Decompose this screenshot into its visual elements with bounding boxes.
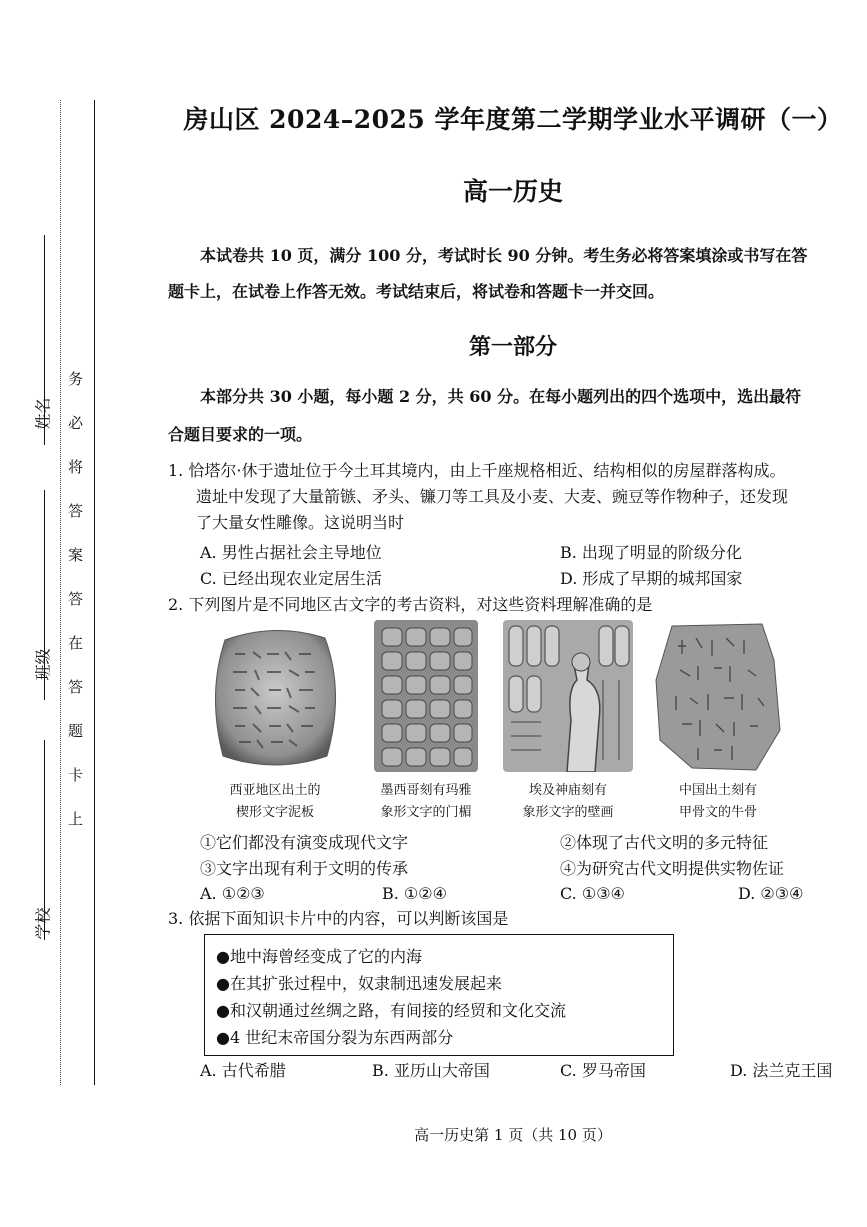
notice-char: 将	[68, 458, 84, 476]
notice-char: 答	[68, 590, 84, 608]
question-2-statement-1: ①它们都没有演变成现代文字	[200, 833, 409, 852]
knowledge-card-item: ●地中海曾经变成了它的内海	[216, 947, 422, 966]
question-2-option-c[interactable]: C. ①③④	[560, 884, 625, 903]
part-description-line2: 合题目要求的一项。	[168, 425, 313, 444]
question-2-option-b[interactable]: B. ①②④	[382, 884, 447, 903]
question-3-option-a[interactable]: A. 古代希腊	[200, 1061, 286, 1080]
question-2-statement-2: ②体现了古代文明的多元特征	[560, 833, 769, 852]
question-3-option-d[interactable]: D. 法兰克王国	[730, 1061, 833, 1080]
school-field-label: 学校	[33, 907, 53, 940]
notice-char: 上	[68, 810, 84, 828]
binding-solid-line	[94, 100, 95, 1085]
notice-char: 务	[68, 370, 84, 388]
question-1-option-a[interactable]: A. 男性占据社会主导地位	[200, 543, 382, 562]
notice-char: 案	[68, 546, 84, 564]
question-1-stem-line2: 遗址中发现了大量箭镞、矛头、镰刀等工具及小麦、大麦、豌豆等作物种子，还发现	[196, 487, 789, 506]
image-2-caption-line1: 墨西哥刻有玛雅	[380, 783, 472, 798]
image-3-caption-line1: 埃及神庙刻有	[528, 783, 607, 798]
maya-lintel-image	[374, 620, 478, 772]
exam-instructions-line2: 题卡上，在试卷上作答无效。考试结束后，将试卷和答题卡一并交回。	[168, 282, 665, 301]
question-1-stem-line1: 1. 恰塔尔·休于遗址位于今土耳其境内，由上千座规格相近、结构相似的房屋群落构成。	[168, 461, 786, 480]
notice-char: 卡	[68, 766, 84, 784]
image-4-caption-line1: 中国出土刻有	[678, 783, 757, 798]
egyptian-relief-image	[503, 620, 633, 772]
knowledge-card-item: ●和汉朝通过丝绸之路，有间接的经贸和文化交流	[216, 1001, 566, 1020]
notice-char: 答	[68, 502, 84, 520]
notice-char: 题	[68, 722, 84, 740]
image-2-caption-line2: 象形文字的门楣	[380, 805, 472, 820]
image-1-caption-line2: 楔形文字泥板	[235, 805, 314, 820]
image-3-caption-line2: 象形文字的壁画	[522, 805, 614, 820]
cuneiform-tablet-image	[205, 622, 345, 772]
page-title: 房山区 2024–2025 学年度第二学期学业水平调研（一）	[183, 105, 843, 134]
question-1-option-c[interactable]: C. 已经出现农业定居生活	[200, 569, 382, 588]
image-4-caption-line2: 甲骨文的牛骨	[678, 805, 757, 820]
question-2-statement-3: ③文字出现有利于文明的传承	[200, 859, 409, 878]
binding-dotted-line	[60, 100, 61, 1085]
knowledge-card-item: ●在其扩张过程中，奴隶制迅速发展起来	[216, 974, 502, 993]
question-3-option-c[interactable]: C. 罗马帝国	[560, 1061, 646, 1080]
question-1-stem-line3: 了大量女性雕像。这说明当时	[196, 513, 405, 532]
question-1-option-d[interactable]: D. 形成了早期的城邦国家	[560, 569, 743, 588]
name-field-label: 姓名	[33, 397, 53, 430]
answer-sheet-notice	[68, 368, 88, 852]
question-1-option-b[interactable]: B. 出现了明显的阶级分化	[560, 543, 742, 562]
oracle-bone-image	[652, 620, 784, 774]
notice-char: 答	[68, 678, 84, 696]
subject-title: 高一历史	[462, 177, 563, 206]
page-footer: 高一历史第 1 页（共 10 页）	[414, 1126, 612, 1144]
part-heading: 第一部分	[468, 334, 557, 360]
class-field-label: 班级	[33, 648, 53, 681]
notice-char: 在	[68, 634, 84, 652]
question-2-option-a[interactable]: A. ①②③	[200, 884, 265, 903]
question-3-option-b[interactable]: B. 亚历山大帝国	[372, 1061, 490, 1080]
knowledge-card-item: ●4 世纪末帝国分裂为东西两部分	[216, 1028, 454, 1047]
image-1-caption-line1: 西亚地区出土的	[229, 783, 321, 798]
question-2-stem: 2. 下列图片是不同地区古文字的考古资料，对这些资料理解准确的是	[168, 595, 653, 614]
exam-instructions-line1: 本试卷共 10 页，满分 100 分，考试时长 90 分钟。考生务必将答案填涂或书写在答	[200, 246, 808, 265]
question-3-stem: 3. 依据下面知识卡片中的内容，可以判断该国是	[168, 909, 509, 928]
question-2-option-d[interactable]: D. ②③④	[738, 884, 804, 903]
part-description-line1: 本部分共 30 小题，每小题 2 分，共 60 分。在每小题列出的四个选项中，选出最符	[200, 387, 802, 406]
notice-char: 必	[68, 414, 84, 432]
question-2-statement-4: ④为研究古代文明提供实物佐证	[560, 859, 785, 878]
